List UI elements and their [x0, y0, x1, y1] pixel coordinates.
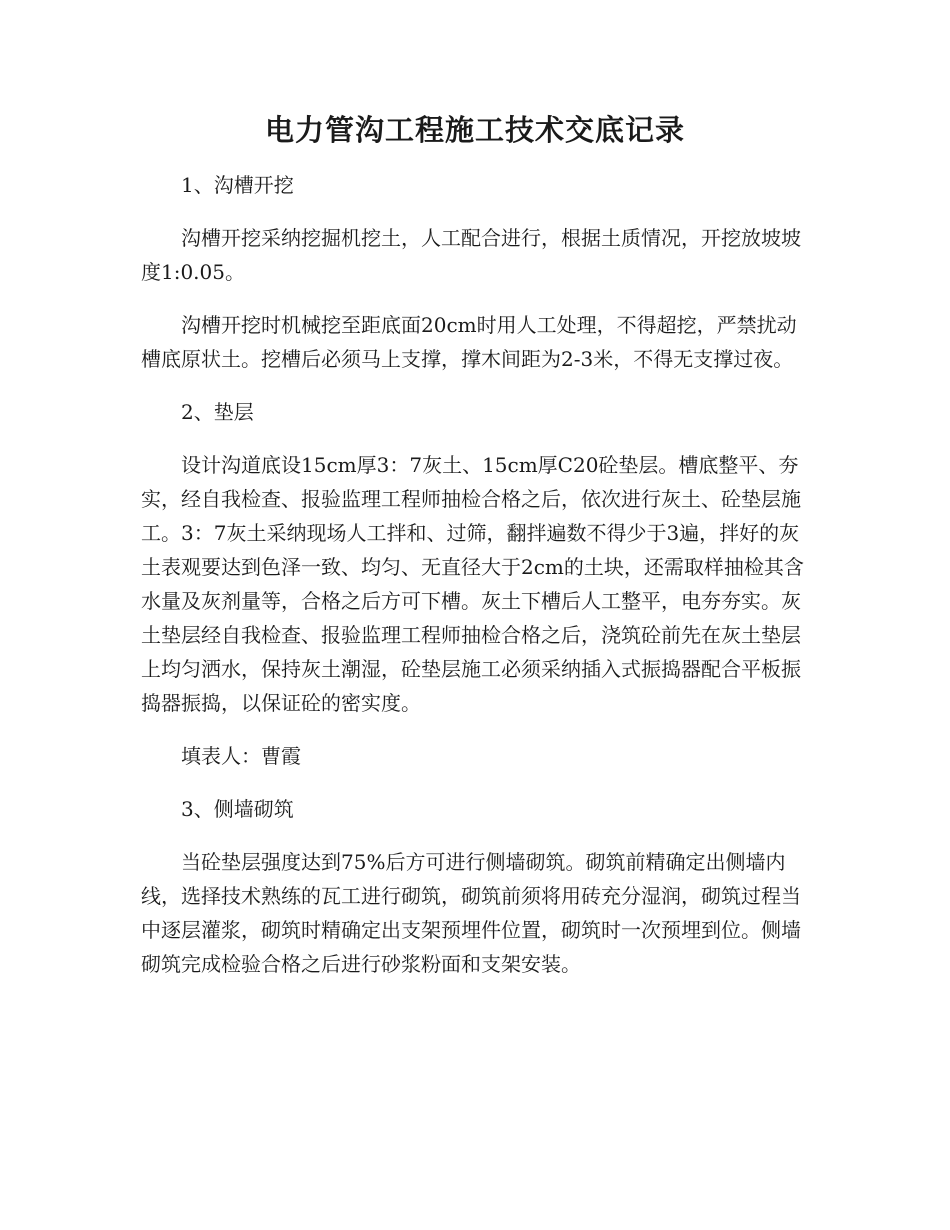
document-title: 电力管沟工程施工技术交底记录	[264, 113, 685, 147]
paragraph-side-wall-masonry: 当砼垫层强度达到75%后方可进行侧墙砌筑。砌筑前精确定出侧墙内线，选择技术熟练的瓦工进行砌筑，砌筑前须将用砖充分湿润，砌筑过程当中逐层灌浆，砌筑时精确定出支架预埋件位置，砌筑时一次预埋到位。侧墙砌筑完成检验合格之后进行砂浆粉面和支架安装。	[141, 850, 801, 976]
section-heading-cushion-layer: 2、垫层	[181, 400, 254, 424]
document-body	[141, 168, 811, 1000]
form-filler: 填表人：曹霞	[181, 744, 301, 768]
section-heading-side-wall-masonry: 3、侧墙砌筑	[181, 797, 294, 821]
paragraph-cushion-layer: 设计沟道底设15cm厚3：7灰土、15cm厚C20砼垫层。槽底整平、夯实，经自我检查、报验监理工程师抽检合格之后，依次进行灰土、砼垫层施工。3：7灰土采纳现场人工拌和、过筛，翻拌遍数不得少于3遍，拌好的灰土表观要达到色泽一致、均匀、无直径大于2cm的土块，还需取样抽检其含水量及灰剂量等，合格之后方可下槽。灰土下槽后人工整平，电夯夯实。灰土垫层经自我检查、报验监理工程师抽检合格之后，浇筑砼前先在灰土垫层上均匀洒水，保持灰土潮湿，砼垫层施工必须采纳插入式振捣器配合平板振捣器振捣，以保证砼的密实度。	[141, 453, 804, 715]
paragraph-excavation-rules: 沟槽开挖时机械挖至距底面20cm时用人工处理，不得超挖，严禁扰动槽底原状土。挖槽后必须马上支撑，撑木间距为2-3米，不得无支撑过夜。	[141, 313, 797, 371]
section-heading-trench-excavation: 1、沟槽开挖	[181, 173, 294, 197]
paragraph-excavation-method: 沟槽开挖采纳挖掘机挖土，人工配合进行，根据土质情况，开挖放坡坡度1:0.05。	[141, 226, 801, 284]
